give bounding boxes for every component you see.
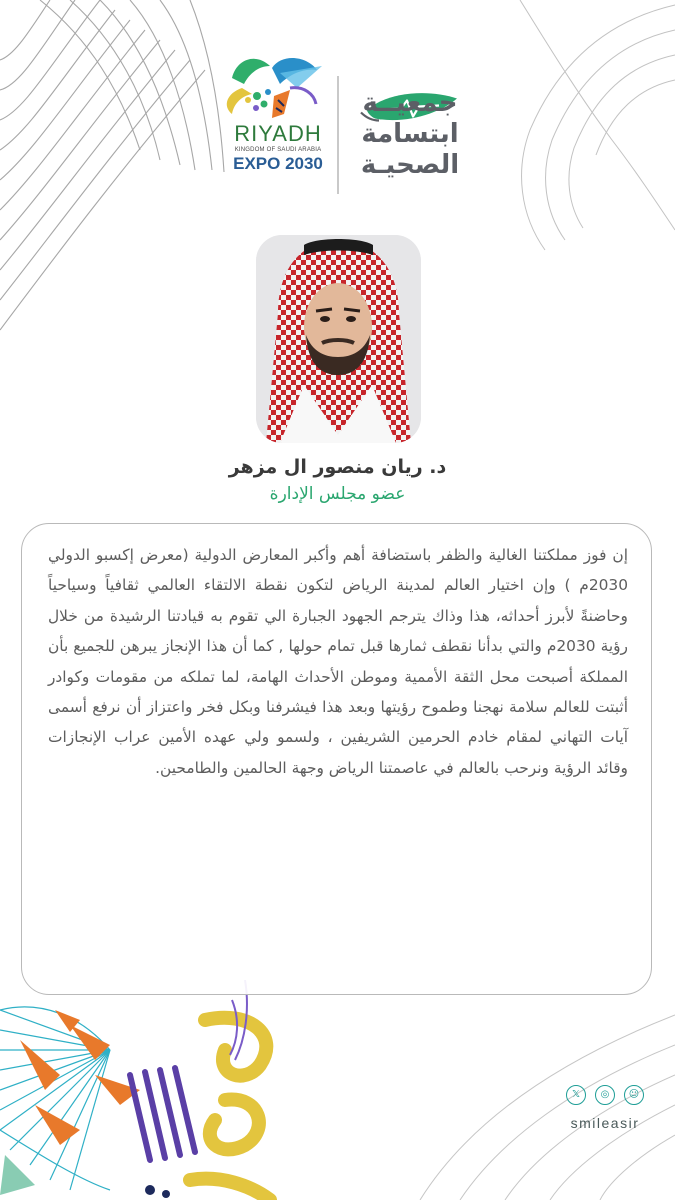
portrait-photo [256, 235, 421, 443]
statement-text: إن فوز مملكتنا الغالية والظفر باستضافة أهم وأكبر المعارض الدولية (معرض إكسبو الدولي 2030م ) وإن اختيار العالم لمدينة الرياض لتكون نقطة الالتقاء العالمي ثقافياً وسياحياً وحاضنةً لأبرز أحداثه، هذا وذاك يترجم الجهود الجبارة الي تقوم به قيادتنا الرشيدة من خلال رؤية 2030م والتي بدأنا نقطف ثمارها قبل تمام حولها , كما أن هذا الإنجاز يبرهن للجميع بأن المملكة أصبحت محل الثقة الأممية وموطن الأحداث الهامة، لما تملكه من مقومات وكوادر أثبتت للعالم سلامة نهجنا وطموح رؤيتها وبعد هذا فيشرفنا وبكل فخر واعتزاز أن نرفع أسمى آيات التهاني لمقام خادم الحرمين الشريفين ، ولسمو ولي عهده الأمين عراب الإنجازات وقائد الرؤية ونرحب بالعالم في عاصمتنا الرياض وجهة الحالمين والطامحين. [48, 546, 628, 777]
expo-country-text: KINGDOM OF SAUDI ARABIA [234, 147, 322, 153]
social-handle[interactable]: smileasir [570, 1115, 640, 1131]
instagram-icon[interactable]: ◎ [595, 1085, 615, 1105]
person-role: عضو مجلس الإدارة [269, 484, 406, 504]
social-footer [560, 1085, 650, 1165]
logo-divider [337, 76, 339, 194]
association-name-line-2: ابتسامة [361, 119, 459, 149]
bottom-left-expo-artwork [0, 980, 300, 1200]
person-name: د. ريان منصور ال مزهر [228, 456, 447, 478]
header-logos [0, 48, 675, 178]
association-name [355, 88, 465, 181]
expo-city-text: RIYADH [234, 121, 322, 146]
expo-event-text: EXPO 2030 [233, 154, 323, 173]
snapchat-icon[interactable]: ☺ [624, 1085, 644, 1105]
association-name-line-1: جمعيــة [362, 88, 458, 118]
portrait-illustration [256, 235, 421, 443]
x-icon[interactable]: 𝕏 [566, 1085, 586, 1105]
association-name-line-3: الصحيـة [360, 150, 460, 180]
